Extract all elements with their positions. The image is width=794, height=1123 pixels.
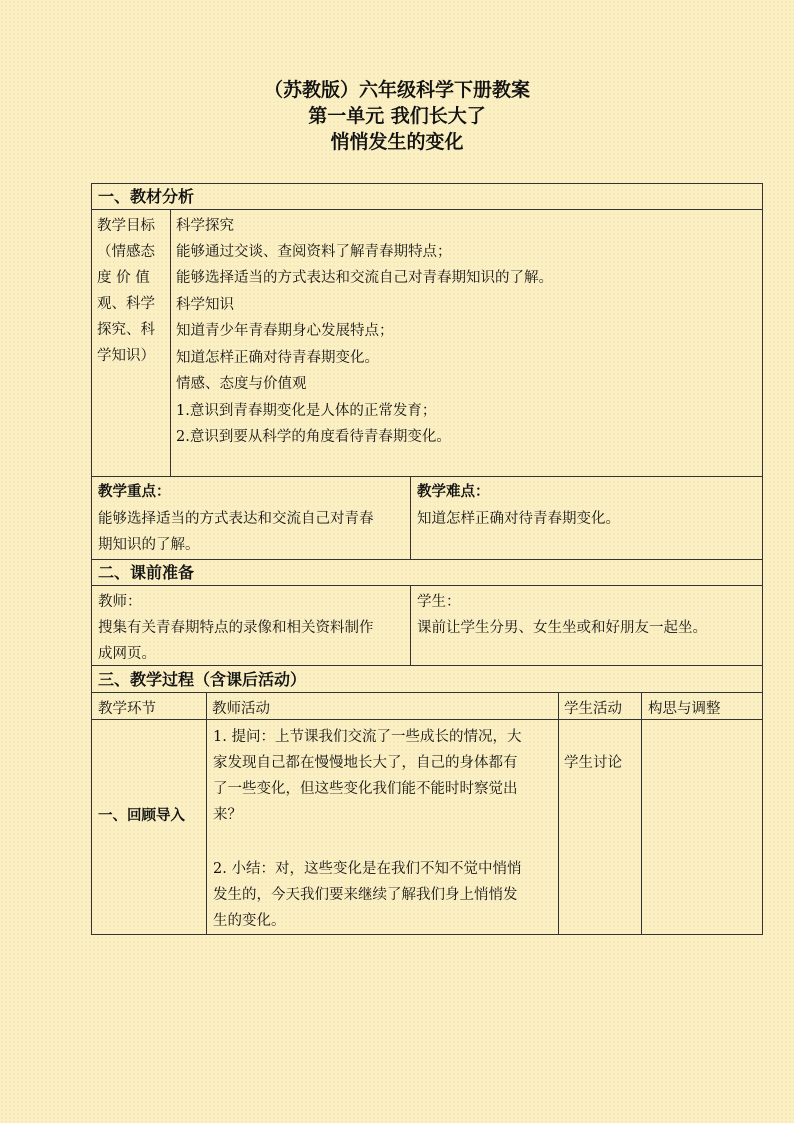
divider [641, 692, 642, 935]
student-prep-label: 学生： [417, 594, 461, 610]
teacher-activity-line: 2. 小结：对，这些变化是在我们不知不觉中悄悄 [213, 861, 522, 877]
goal-line: 能够通过交谈、查阅资料了解青春期特点； [176, 244, 452, 260]
column-header: 教学环节 [98, 701, 156, 717]
goal-label-line: 观、科学 [97, 296, 155, 312]
goal-line: 能够选择适当的方式表达和交流自己对青春期知识的了解。 [176, 270, 553, 286]
divider [206, 692, 207, 935]
goal-line: 2.意识到要从科学的角度看待青春期变化。 [176, 429, 451, 445]
key-point-label: 教学重点： [98, 483, 171, 500]
divider [410, 476, 411, 559]
goal-line: 科学知识 [176, 297, 234, 313]
divider [91, 559, 763, 560]
goal-line: 知道青少年青春期身心发展特点； [176, 323, 394, 339]
divider [410, 585, 411, 665]
teacher-prep-line: 搜集有关青春期特点的录像和相关资料制作 [98, 620, 374, 636]
divider [91, 585, 763, 586]
column-header: 构思与调整 [648, 701, 721, 717]
teacher-activity-line: 家发现自己都在慢慢地长大了，自己的身体都有 [213, 755, 518, 771]
doc-title-line3: 悄悄发生的变化 [330, 131, 464, 153]
key-point-line: 能够选择适当的方式表达和交流自己对青春 [98, 511, 374, 527]
column-header: 教师活动 [212, 701, 270, 717]
difficulty-text: 知道怎样正确对待青春期变化。 [417, 511, 620, 527]
goal-label-line: （情感态 [97, 244, 155, 260]
teacher-prep-label: 教师： [98, 594, 142, 610]
column-header: 学生活动 [564, 701, 622, 717]
goal-line: 1.意识到青春期变化是人体的正常发育； [176, 403, 437, 419]
divider [91, 476, 763, 477]
goal-line: 科学探究 [176, 218, 234, 234]
section-heading: 三、教学过程（含课后活动） [98, 670, 307, 689]
divider [91, 692, 763, 693]
student-activity-cell: 学生讨论 [564, 755, 622, 771]
teacher-activity-line: 发生的，今天我们要来继续了解我们身上悄悄发 [213, 887, 518, 903]
teacher-activity-line: 了一些变化，但这些变化我们能不能时时察觉出 [213, 781, 518, 797]
teacher-activity-line: 来？ [213, 807, 242, 823]
difficulty-label: 教学难点： [417, 483, 490, 500]
teacher-activity-line: 生的变化。 [213, 913, 286, 929]
section-heading: 一、教材分析 [98, 187, 195, 206]
student-prep-text: 课前让学生分男、女生坐或和好朋友一起坐。 [417, 620, 707, 636]
goal-label-line: 学知识） [97, 348, 155, 364]
divider [91, 665, 763, 666]
divider [558, 692, 559, 935]
teacher-prep-line: 成网页。 [98, 646, 156, 662]
key-point-line: 期知识的了解。 [98, 537, 200, 553]
doc-title-line1: （苏教版）六年级科学下册教案 [263, 79, 530, 101]
goal-line: 情感、态度与价值观 [176, 376, 307, 392]
goal-label-line: 探究、科 [97, 322, 155, 338]
teacher-activity-line: 1. 提问：上节课我们交流了一些成长的情况，大 [213, 729, 522, 745]
divider [91, 209, 763, 210]
divider [170, 209, 171, 476]
stage-cell: 一、回顾导入 [98, 807, 185, 824]
section-heading: 二、课前准备 [98, 563, 195, 582]
goal-label-line: 教学目标 [97, 218, 155, 234]
goal-line: 知道怎样正确对待青春期变化。 [176, 350, 379, 366]
goal-label-line: 度 价 值 [97, 270, 150, 286]
doc-title-line2: 第一单元 我们长大了 [308, 105, 486, 127]
